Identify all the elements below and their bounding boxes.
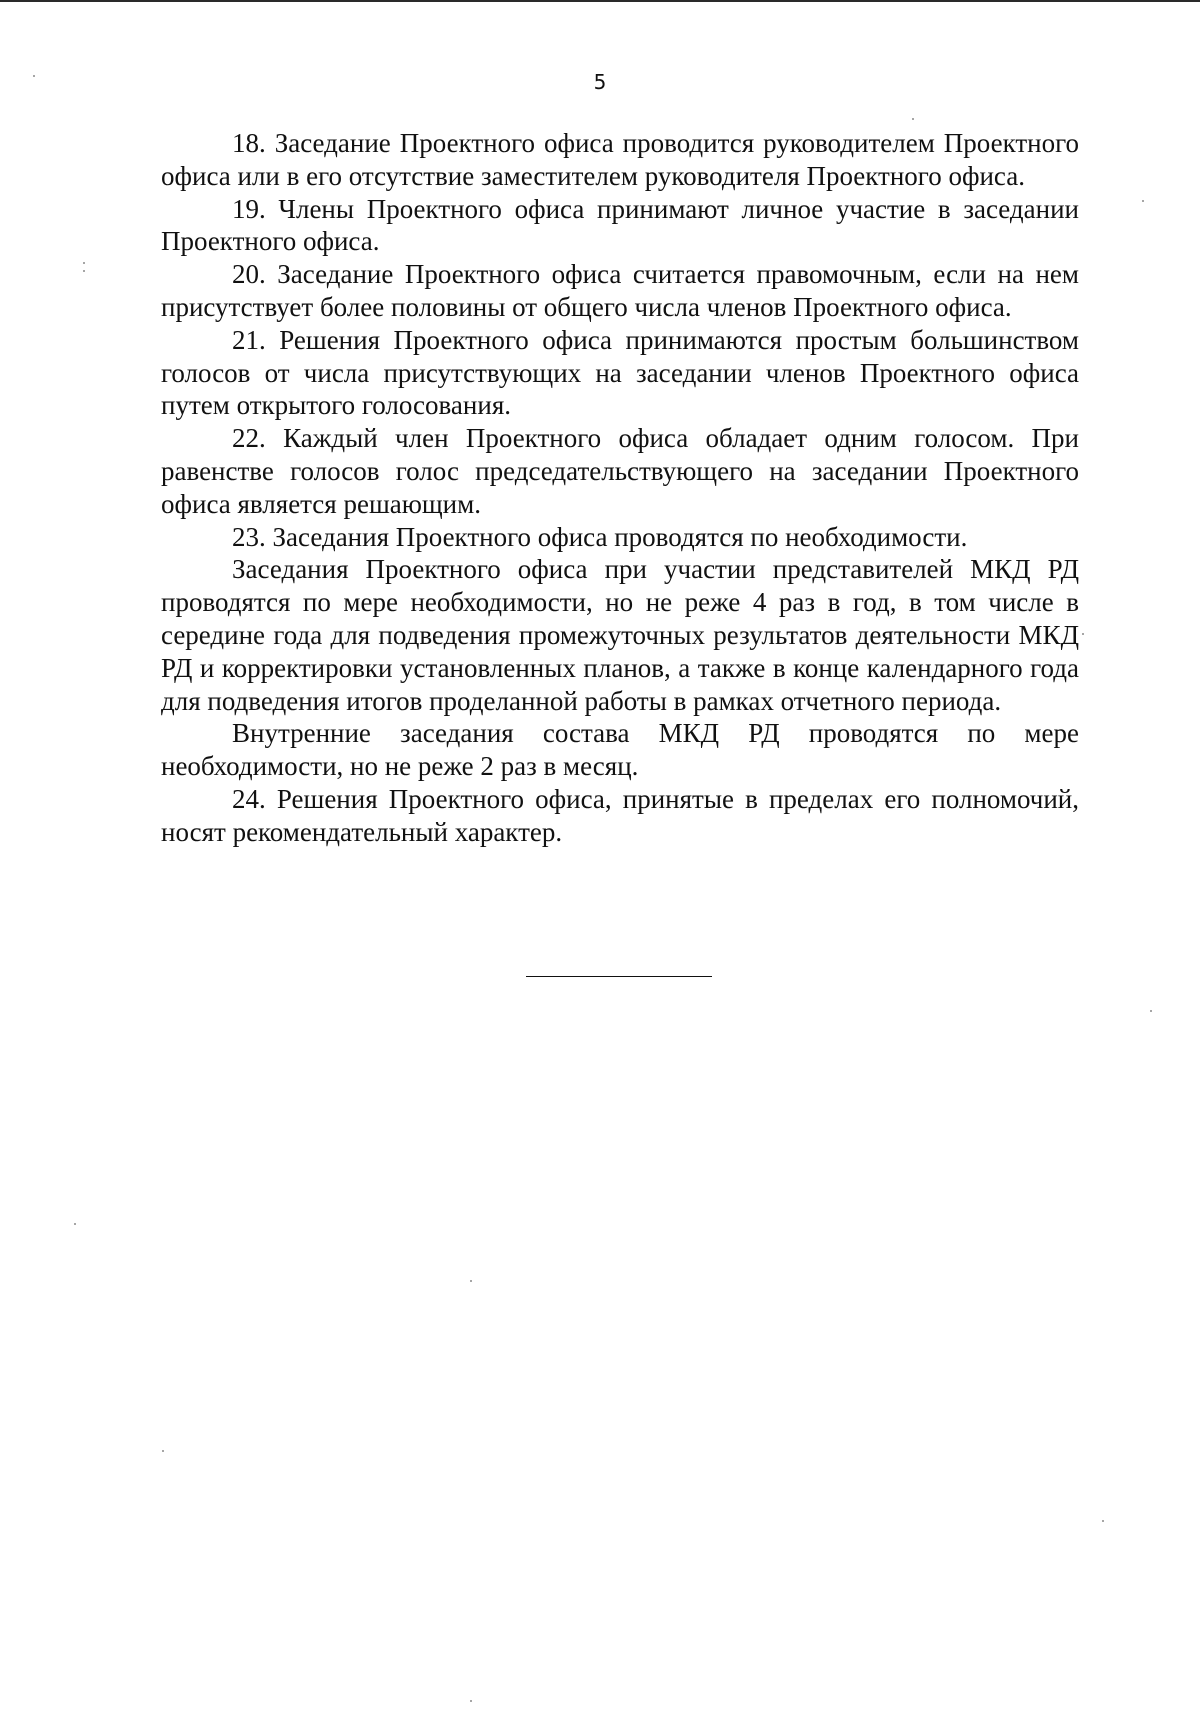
- scan-speck: [33, 75, 35, 77]
- paragraph-23-meetings-with-representatives: Заседания Проектного офиса при участии представителей МКД РД проводятся по мере необходимости, но не реже 4 раз в год, в том числе в середине года для подведения промежуточных результатов деятельности МКД РД и корректировки установленных планов, а также в конце календарного года для подведения итогов проделанной работы в рамках отчетного периода.: [161, 554, 1079, 716]
- end-of-text-rule: [526, 976, 712, 977]
- paragraph-22: 22. Каждый член Проектного офиса обладает одним голосом. При равенстве голосов голос председательствующего на заседании Проектного офиса является решающим.: [161, 423, 1079, 519]
- scan-speck: [1102, 1520, 1104, 1522]
- page-number: 5: [593, 70, 607, 94]
- paragraph-20: 20. Заседание Проектного офиса считается правомочным, если на нем присутствует более половины от общего числа членов Проектного офиса.: [161, 259, 1079, 322]
- document-body: [161, 127, 1079, 849]
- paragraph-24: 24. Решения Проектного офиса, принятые в пределах его полномочий, носят рекомендательный характер.: [161, 783, 1079, 847]
- scan-speck: [162, 1450, 164, 1452]
- paragraph-23: 23. Заседания Проектного офиса проводятся по необходимости.: [232, 521, 968, 552]
- page-top-edge: [0, 0, 1200, 2]
- scan-speck: [83, 262, 85, 264]
- paragraph-19: 19. Члены Проектного офиса принимают личное участие в заседании Проектного офиса.: [161, 193, 1079, 257]
- scan-speck: [1150, 1010, 1152, 1012]
- scan-speck: [83, 270, 85, 272]
- paragraph-18: 18. Заседание Проектного офиса проводится руководителем Проектного офиса или в его отсутствие заместителем руководителя Проектного офиса.: [161, 128, 1079, 191]
- scan-speck: [1142, 200, 1144, 202]
- paragraph-21: 21. Решения Проектного офиса принимаются простым большинством голосов от числа присутствующих на заседании членов Проектного офиса путем открытого голосования.: [161, 324, 1079, 421]
- scan-speck: [912, 118, 914, 120]
- paragraph-23-internal-meetings: Внутренние заседания состава МКД РД проводятся по мере необходимости, но не реже 2 раз в месяц.: [161, 718, 1079, 782]
- scan-speck: [470, 1700, 472, 1702]
- scan-speck: [74, 1223, 76, 1225]
- scan-speck: [1082, 633, 1084, 635]
- scan-speck: [470, 1280, 472, 1282]
